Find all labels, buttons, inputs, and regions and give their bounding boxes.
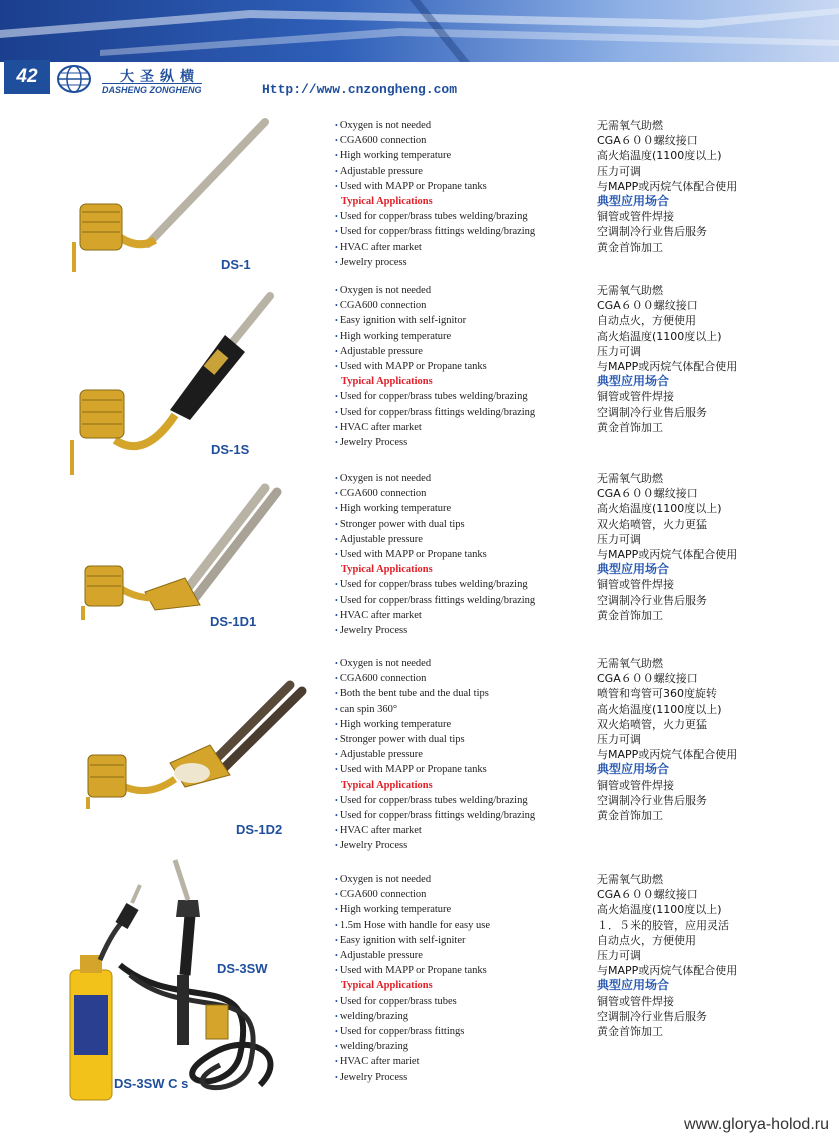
application-item: • Used for copper/brass tubes welding/brazing: [335, 793, 535, 808]
feature-item: • Oxygen is not needed: [335, 471, 535, 486]
feature-item-cn: 无需氧气助燃: [597, 873, 663, 886]
feature-item: • Oxygen is not needed: [335, 283, 535, 298]
application-item: • welding/brazing: [335, 1009, 490, 1024]
torch-ds-3sw-kit-illustration: [60, 855, 325, 1105]
application-item: • welding/brazing: [335, 1039, 490, 1054]
feature-item-cn: 双火焰喷管，火力更猛: [597, 717, 707, 731]
application-item: • HVAC after market: [335, 823, 535, 838]
application-item: • Used for copper/brass fittings welding/brazing: [335, 224, 535, 239]
features-list-cn: [597, 872, 737, 1039]
applications-heading-cn: 典型应用场合: [597, 762, 670, 777]
model-name-secondary: DS-3SW C s: [114, 1076, 189, 1091]
application-item: • Used for copper/brass fittings welding/brazing: [335, 808, 535, 823]
applications-heading-cn: 典型应用场合: [597, 194, 670, 209]
application-item-cn: 空调制冷行业售后服务: [597, 793, 707, 807]
features-list-en: [335, 118, 535, 270]
application-item: • Jewelry Process: [335, 1070, 490, 1085]
feature-item-cn: 高火焰温度(1100度以上): [597, 903, 722, 917]
website-url[interactable]: Http://www.cnzongheng.com: [262, 82, 458, 97]
feature-item-cn: 压力可调: [597, 949, 641, 963]
torch-ds-1-illustration: [60, 112, 280, 277]
page-number: 42: [4, 60, 50, 94]
feature-item-cn: 压力可调: [597, 344, 641, 358]
application-item: • Jewelry Process: [335, 435, 535, 450]
application-item-cn: 黄金首饰加工: [597, 608, 663, 622]
feature-item-cn: CGA６００螺纹接口: [597, 888, 698, 902]
feature-item-cn: 与MAPP或丙烷气体配合使用: [597, 548, 738, 562]
application-item: • Used for copper/brass tubes welding/brazing: [335, 209, 535, 224]
application-item-cn: 空调制冷行业售后服务: [597, 225, 707, 239]
application-item-cn: 铜管或管件焊接: [597, 210, 674, 224]
feature-item: • can spin 360°: [335, 702, 535, 717]
feature-item: • Used with MAPP or Propane tanks: [335, 963, 490, 978]
feature-item: • Adjustable pressure: [335, 164, 535, 179]
feature-item: • Used with MAPP or Propane tanks: [335, 179, 535, 194]
application-item-cn: 铜管或管件焊接: [597, 778, 674, 792]
feature-item: • Oxygen is not needed: [335, 872, 490, 887]
brand-name-english: DASHENG ZONGHENG: [102, 85, 202, 95]
feature-item-cn: 喷管和弯管可360度旋转: [597, 687, 717, 701]
application-item: • HVAC after market: [335, 608, 535, 623]
feature-item-cn: CGA６００螺纹接口: [597, 299, 698, 313]
application-item: • HVAC after mariet: [335, 1054, 490, 1069]
feature-item-cn: 压力可调: [597, 164, 641, 178]
feature-item-cn: 与MAPP或丙烷气体配合使用: [597, 179, 738, 193]
model-name: DS-3SW: [217, 961, 268, 976]
application-item: • Jewelry Process: [335, 623, 535, 638]
feature-item: • CGA600 connection: [335, 671, 535, 686]
globe-logo-icon: [56, 64, 92, 94]
features-list-cn: [597, 656, 737, 823]
model-name: DS-1D2: [236, 822, 283, 837]
feature-item-cn: 自动点火，方便使用: [597, 314, 696, 328]
feature-item-cn: CGA６００螺纹接口: [597, 487, 698, 501]
feature-item-cn: 双火焰喷管，火力更猛: [597, 517, 707, 531]
feature-item-cn: 高火焰温度(1100度以上): [597, 702, 722, 716]
feature-item-cn: 高火焰温度(1100度以上): [597, 149, 722, 163]
feature-item-cn: 无需氧气助燃: [597, 119, 663, 132]
applications-heading-cn: 典型应用场合: [597, 978, 670, 993]
feature-item: • CGA600 connection: [335, 133, 535, 148]
feature-item-cn: 高火焰温度(1100度以上): [597, 329, 722, 343]
feature-item: • CGA600 connection: [335, 486, 535, 501]
feature-item: • Stronger power with dual tips: [335, 732, 535, 747]
feature-item: • Both the bent tube and the dual tips: [335, 686, 535, 701]
feature-item: • CGA600 connection: [335, 887, 490, 902]
application-item: • Used for copper/brass tubes: [335, 994, 490, 1009]
applications-heading: Typical Applications: [341, 196, 433, 208]
header-swoosh-graphic: [0, 0, 839, 62]
model-name: DS-1D1: [210, 614, 257, 629]
application-item-cn: 空调制冷行业售后服务: [597, 405, 707, 419]
features-list-cn: [597, 471, 737, 623]
application-item-cn: 空调制冷行业售后服务: [597, 593, 707, 607]
feature-item: • Adjustable pressure: [335, 532, 535, 547]
application-item: • Used for copper/brass fittings: [335, 1024, 490, 1039]
feature-item-cn: 无需氧气助燃: [597, 284, 663, 297]
feature-item: • Adjustable pressure: [335, 747, 535, 762]
feature-item: • Adjustable pressure: [335, 344, 535, 359]
feature-item-cn: 压力可调: [597, 733, 641, 747]
feature-item: • CGA600 connection: [335, 298, 535, 313]
feature-item: • Adjustable pressure: [335, 948, 490, 963]
feature-item-cn: 压力可调: [597, 532, 641, 546]
features-list-cn: [597, 283, 737, 435]
application-item-cn: 空调制冷行业售后服务: [597, 1009, 707, 1023]
model-name: DS-1: [221, 257, 251, 272]
application-item: • Jewelry process: [335, 255, 535, 270]
application-item-cn: 铜管或管件焊接: [597, 994, 674, 1008]
application-item-cn: 黄金首饰加工: [597, 809, 663, 823]
applications-heading-cn: 典型应用场合: [597, 374, 670, 389]
feature-item: • High working temperature: [335, 148, 535, 163]
feature-item-cn: CGA６００螺纹接口: [597, 134, 698, 148]
applications-heading: Typical Applications: [341, 564, 433, 576]
application-item: • Used for copper/brass tubes welding/brazing: [335, 389, 535, 404]
application-item: • Used for copper/brass fittings welding/brazing: [335, 405, 535, 420]
feature-item-cn: 与MAPP或丙烷气体配合使用: [597, 360, 738, 374]
application-item: • Jewelry Process: [335, 838, 535, 853]
feature-item: • Stronger power with dual tips: [335, 517, 535, 532]
feature-item: • High working temperature: [335, 501, 535, 516]
feature-item: • Used with MAPP or Propane tanks: [335, 359, 535, 374]
application-item: • Used for copper/brass fittings welding/brazing: [335, 593, 535, 608]
application-item-cn: 黄金首饰加工: [597, 420, 663, 434]
features-list-cn: [597, 118, 737, 255]
application-item: • HVAC after market: [335, 240, 535, 255]
feature-item: • High working temperature: [335, 902, 490, 917]
feature-item: • Used with MAPP or Propane tanks: [335, 547, 535, 562]
features-list-en: [335, 283, 535, 450]
feature-item-cn: CGA６００螺纹接口: [597, 672, 698, 686]
applications-heading-cn: 典型应用场合: [597, 562, 670, 577]
feature-item-cn: 与MAPP或丙烷气体配合使用: [597, 964, 738, 978]
application-item-cn: 黄金首饰加工: [597, 240, 663, 254]
feature-item: • Easy ignition with self-igniter: [335, 933, 490, 948]
feature-item: • 1.5m Hose with handle for easy use: [335, 918, 490, 933]
feature-item-cn: 无需氧气助燃: [597, 657, 663, 670]
features-list-en: [335, 872, 490, 1085]
brand-name-chinese: 大圣纵横: [120, 69, 200, 85]
application-item-cn: 铜管或管件焊接: [597, 390, 674, 404]
application-item-cn: 黄金首饰加工: [597, 1025, 663, 1039]
applications-heading: Typical Applications: [341, 980, 433, 992]
feature-item-cn: 高火焰温度(1100度以上): [597, 502, 722, 516]
footer-site[interactable]: www.glorya-holod.ru: [684, 1116, 829, 1133]
feature-item: • Oxygen is not needed: [335, 656, 535, 671]
applications-heading: Typical Applications: [341, 779, 433, 791]
applications-heading: Typical Applications: [341, 376, 433, 388]
feature-item: • High working temperature: [335, 329, 535, 344]
feature-item: • Oxygen is not needed: [335, 118, 535, 133]
application-item-cn: 铜管或管件焊接: [597, 578, 674, 592]
application-item: • HVAC after market: [335, 420, 535, 435]
model-name: DS-1S: [211, 442, 250, 457]
features-list-en: [335, 471, 535, 638]
features-list-en: [335, 656, 535, 854]
feature-item-cn: 无需氧气助燃: [597, 472, 663, 485]
feature-item-cn: １．５米的胶管，应用灵活: [597, 918, 729, 932]
application-item: • Used for copper/brass tubes welding/brazing: [335, 577, 535, 592]
torch-ds-1d2-illustration: [80, 675, 310, 810]
feature-item-cn: 与MAPP或丙烷气体配合使用: [597, 748, 738, 762]
feature-item: • High working temperature: [335, 717, 535, 732]
feature-item-cn: 自动点火，方便使用: [597, 933, 696, 947]
feature-item: • Easy ignition with self-ignitor: [335, 313, 535, 328]
torch-ds-1d1-illustration: [75, 480, 285, 620]
feature-item: • Used with MAPP or Propane tanks: [335, 762, 535, 777]
